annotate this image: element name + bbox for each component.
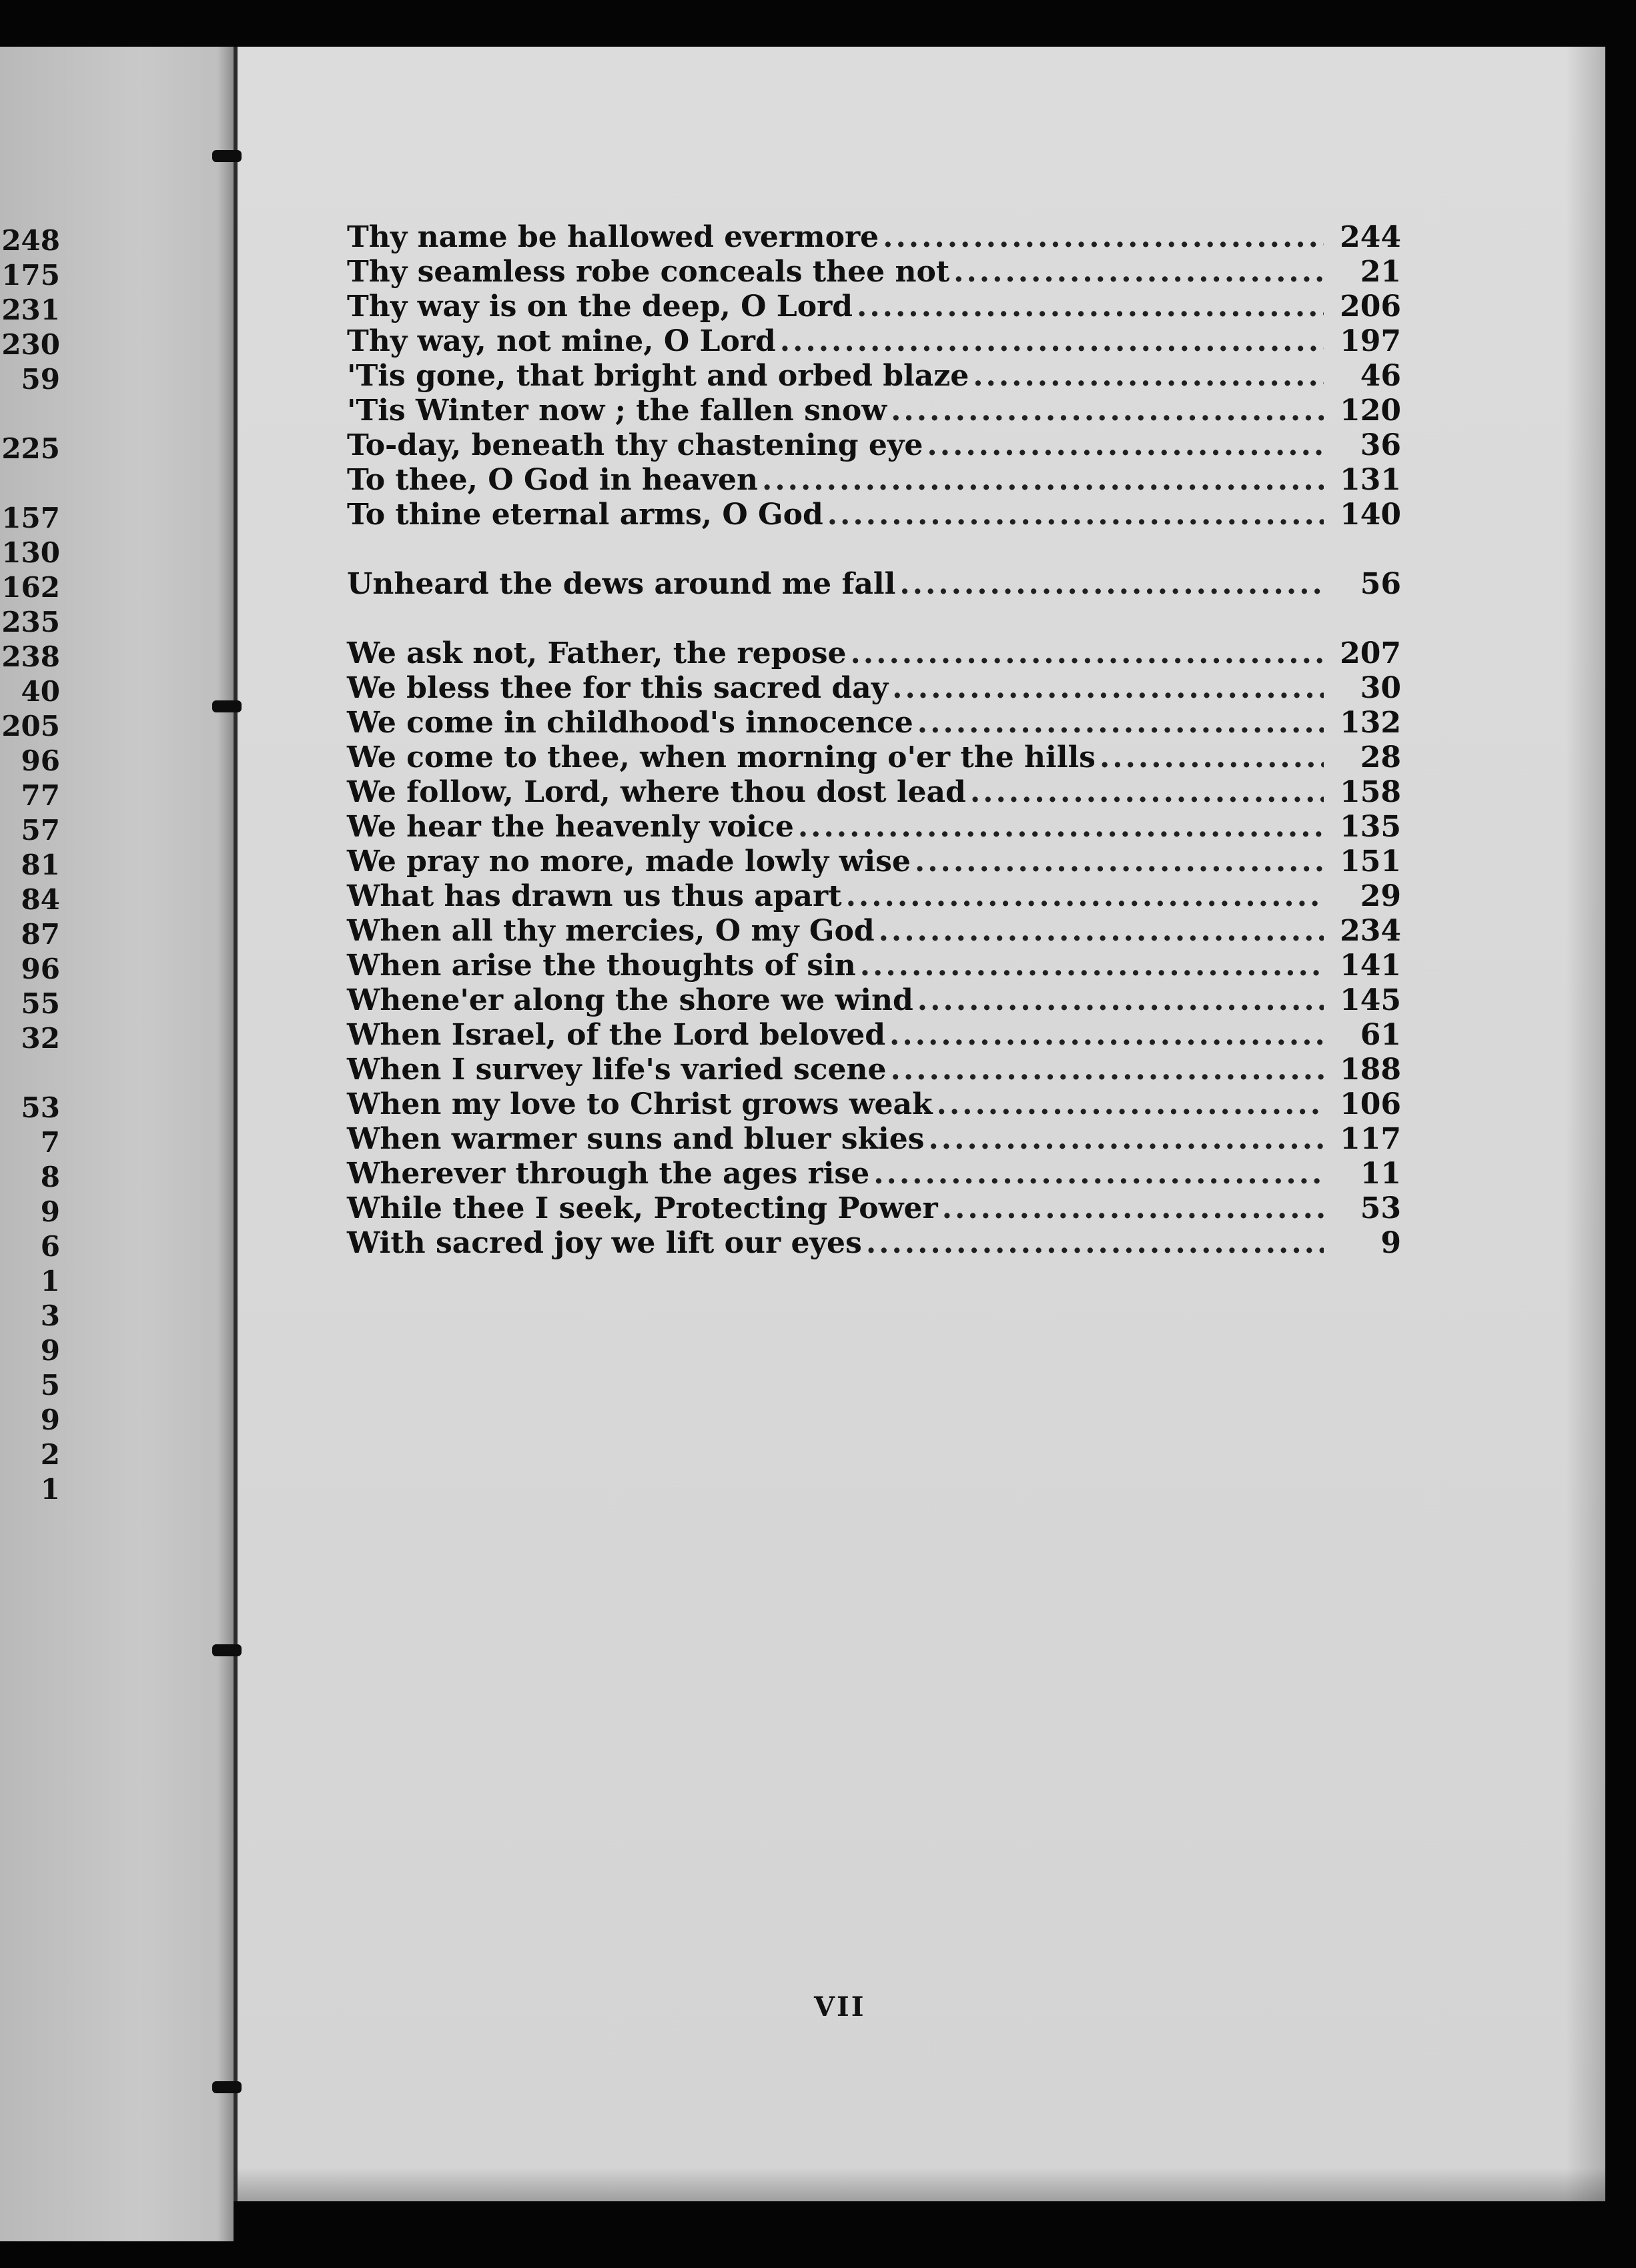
hymn-first-line: 'Tis gone, that bright and orbed blaze	[347, 359, 969, 393]
hymn-first-line: When all thy mercies, O my God	[347, 914, 875, 948]
previous-page-number: 157	[1, 502, 60, 534]
section-gap	[347, 602, 1401, 636]
index-entry	[347, 1157, 1401, 1191]
index-entry	[347, 740, 1401, 775]
hymn-number: 197	[1340, 324, 1401, 358]
hymn-first-line: We come in childhood's innocence	[347, 706, 913, 740]
index-entry	[347, 983, 1401, 1018]
hymn-first-line: When arise the thoughts of sin	[347, 949, 856, 983]
hymn-first-line: Whene'er along the shore we wind	[347, 983, 913, 1017]
hymn-first-line: While thee I seek, Protecting Power	[347, 1191, 938, 1225]
previous-page-number: 6	[40, 1230, 60, 1263]
hymn-first-line: We bless thee for this sacred day	[347, 671, 889, 705]
dot-leader	[846, 879, 1324, 914]
dot-leader	[879, 914, 1324, 949]
hymn-number: 56	[1360, 567, 1401, 601]
binding-stitch	[212, 700, 242, 712]
page-bottom-shadow	[238, 2168, 1605, 2201]
hymn-first-line: We hear the heavenly voice	[347, 810, 794, 844]
index-entry	[347, 1087, 1401, 1122]
hymn-number: 120	[1340, 394, 1401, 428]
dot-leader	[927, 428, 1324, 463]
index-entry	[347, 949, 1401, 983]
hymn-number: 188	[1340, 1053, 1401, 1087]
hymn-first-line: When I survey life's varied scene	[347, 1053, 887, 1087]
index-entry	[347, 1122, 1401, 1157]
hymn-number: 140	[1340, 498, 1401, 532]
index-entry	[347, 220, 1401, 255]
index-entry	[347, 394, 1401, 428]
dot-leader	[917, 706, 1324, 740]
dot-leader	[883, 220, 1324, 255]
previous-page-number: 9	[40, 1334, 60, 1367]
index-entry	[347, 428, 1401, 463]
hymn-first-line: Thy name be hallowed evermore	[347, 220, 879, 254]
hymn-first-line: To thee, O God in heaven	[347, 463, 759, 497]
dot-leader	[866, 1226, 1324, 1261]
hymn-first-line: We ask not, Father, the repose	[347, 636, 847, 670]
hymn-first-line: We follow, Lord, where thou dost lead	[347, 775, 966, 809]
hymn-first-line: To thine eternal arms, O God	[347, 498, 823, 532]
previous-page-number: 96	[21, 953, 60, 985]
index-entry	[347, 879, 1401, 914]
index-entry	[347, 324, 1401, 359]
first-lines-index	[347, 220, 1401, 1261]
dot-leader	[780, 324, 1324, 359]
previous-page-number: 81	[21, 848, 60, 881]
dot-leader	[889, 1018, 1324, 1053]
hymn-number: 46	[1360, 359, 1401, 393]
previous-page-number: 87	[21, 918, 60, 951]
dot-leader	[973, 359, 1324, 394]
index-entry	[347, 359, 1401, 394]
previous-page-number: 231	[1, 294, 60, 326]
previous-page-number: 248	[1, 224, 60, 257]
previous-page-number: 8	[40, 1161, 60, 1193]
index-entry	[347, 255, 1401, 290]
dot-leader	[1100, 740, 1324, 775]
index-entry	[347, 290, 1401, 324]
dot-leader	[915, 844, 1324, 879]
index-entry	[347, 1018, 1401, 1053]
dot-leader	[798, 810, 1324, 844]
hymn-number: 9	[1380, 1226, 1401, 1260]
index-entry	[347, 567, 1401, 602]
hymn-number: 132	[1340, 706, 1401, 740]
hymn-first-line: To-day, beneath thy chastening eye	[347, 428, 923, 462]
previous-page-number: 225	[1, 432, 60, 465]
hymn-first-line: When Israel, of the Lord beloved	[347, 1018, 886, 1052]
hymn-number: 30	[1360, 671, 1401, 705]
dot-leader	[891, 1053, 1324, 1087]
index-entry	[347, 463, 1401, 498]
dot-leader	[970, 775, 1324, 810]
hymn-first-line: We come to thee, when morning o'er the hills	[347, 740, 1096, 774]
hymn-number: 131	[1340, 463, 1401, 497]
dot-leader	[762, 463, 1324, 498]
previous-page-number: 57	[21, 814, 60, 846]
index-entry	[347, 914, 1401, 949]
dot-leader	[827, 498, 1324, 532]
hymn-first-line: Thy way is on the deep, O Lord	[347, 290, 853, 324]
hymn-first-line: 'Tis Winter now ; the fallen snow	[347, 394, 887, 428]
hymn-number: 117	[1340, 1122, 1401, 1156]
previous-page-number: 130	[1, 536, 60, 569]
index-entry	[347, 1191, 1401, 1226]
previous-page-number: 1	[40, 1473, 60, 1506]
index-entry	[347, 775, 1401, 810]
hymn-first-line: Unheard the dews around me fall	[347, 567, 896, 601]
dot-leader	[937, 1087, 1324, 1122]
previous-page-number: 205	[1, 710, 60, 742]
dot-leader	[892, 671, 1324, 706]
page-edge-shadow	[1565, 47, 1605, 2201]
previous-page-number: 84	[21, 883, 60, 916]
hymn-first-line: We pray no more, made lowly wise	[347, 844, 911, 879]
hymn-first-line: When warmer suns and bluer skies	[347, 1122, 925, 1156]
index-entry	[347, 1053, 1401, 1087]
binding-stitch	[212, 150, 242, 162]
previous-page-number: 32	[21, 1022, 60, 1055]
hymn-number: 145	[1340, 983, 1401, 1017]
previous-page-number: 3	[40, 1299, 60, 1332]
previous-page-number: 238	[1, 640, 60, 673]
index-entry	[347, 671, 1401, 706]
dot-leader	[860, 949, 1324, 983]
dot-leader	[891, 394, 1324, 428]
dot-leader	[928, 1122, 1324, 1157]
previous-page-number: 53	[21, 1091, 60, 1124]
hymn-number: 53	[1360, 1191, 1401, 1225]
previous-page-number: 96	[21, 744, 60, 777]
dot-leader	[953, 255, 1324, 290]
hymn-first-line: Thy way, not mine, O Lord	[347, 324, 776, 358]
hymn-first-line: With sacred joy we lift our eyes	[347, 1226, 862, 1260]
hymn-first-line: Thy seamless robe conceals thee not	[347, 255, 950, 289]
dot-leader	[917, 983, 1324, 1018]
index-entry	[347, 636, 1401, 671]
previous-page-number: 7	[40, 1126, 60, 1159]
hymn-number: 11	[1360, 1157, 1401, 1191]
section-gap	[347, 532, 1401, 567]
hymn-first-line: When my love to Christ grows weak	[347, 1087, 933, 1121]
dot-leader	[942, 1191, 1324, 1226]
previous-page-number: 9	[40, 1195, 60, 1228]
previous-page-number: 5	[40, 1369, 60, 1401]
hymn-first-line: What has drawn us thus apart	[347, 879, 842, 913]
previous-page-number: 9	[40, 1403, 60, 1436]
dot-leader	[899, 567, 1324, 602]
hymn-number: 61	[1360, 1018, 1401, 1052]
hymn-number: 29	[1360, 879, 1401, 913]
hymn-number: 206	[1340, 290, 1401, 324]
page-folio: VII	[814, 1991, 866, 2023]
index-entry	[347, 1226, 1401, 1261]
previous-page-number: 2	[40, 1438, 60, 1471]
previous-page-number: 59	[21, 363, 60, 396]
index-entry	[347, 498, 1401, 532]
hymn-number: 36	[1360, 428, 1401, 462]
hymn-first-line: Wherever through the ages rise	[347, 1157, 870, 1191]
index-entry	[347, 810, 1401, 844]
previous-page-number: 40	[21, 675, 60, 708]
dot-leader	[857, 290, 1324, 324]
hymn-number: 106	[1340, 1087, 1401, 1121]
hymn-number: 135	[1340, 810, 1401, 844]
hymn-number: 207	[1340, 636, 1401, 670]
gutter-shadow	[218, 47, 234, 2241]
previous-page-number: 55	[21, 987, 60, 1020]
dot-leader	[850, 636, 1324, 671]
binding-stitch	[212, 1644, 242, 1656]
index-entry	[347, 844, 1401, 879]
hymn-number: 151	[1340, 844, 1401, 879]
hymn-number: 21	[1360, 255, 1401, 289]
previous-page-number: 175	[1, 259, 60, 292]
hymn-number: 158	[1340, 775, 1401, 809]
hymn-number: 244	[1340, 220, 1401, 254]
dot-leader	[873, 1157, 1324, 1191]
hymn-number: 234	[1340, 914, 1401, 948]
binding-stitch	[212, 2081, 242, 2093]
previous-page-number: 77	[21, 779, 60, 812]
previous-page-number: 1	[40, 1265, 60, 1297]
previous-page-number: 230	[1, 328, 60, 361]
hymn-number: 141	[1340, 949, 1401, 983]
previous-page-number: 235	[1, 606, 60, 638]
index-entry	[347, 706, 1401, 740]
previous-page-number: 162	[1, 571, 60, 604]
hymn-number: 28	[1360, 740, 1401, 774]
